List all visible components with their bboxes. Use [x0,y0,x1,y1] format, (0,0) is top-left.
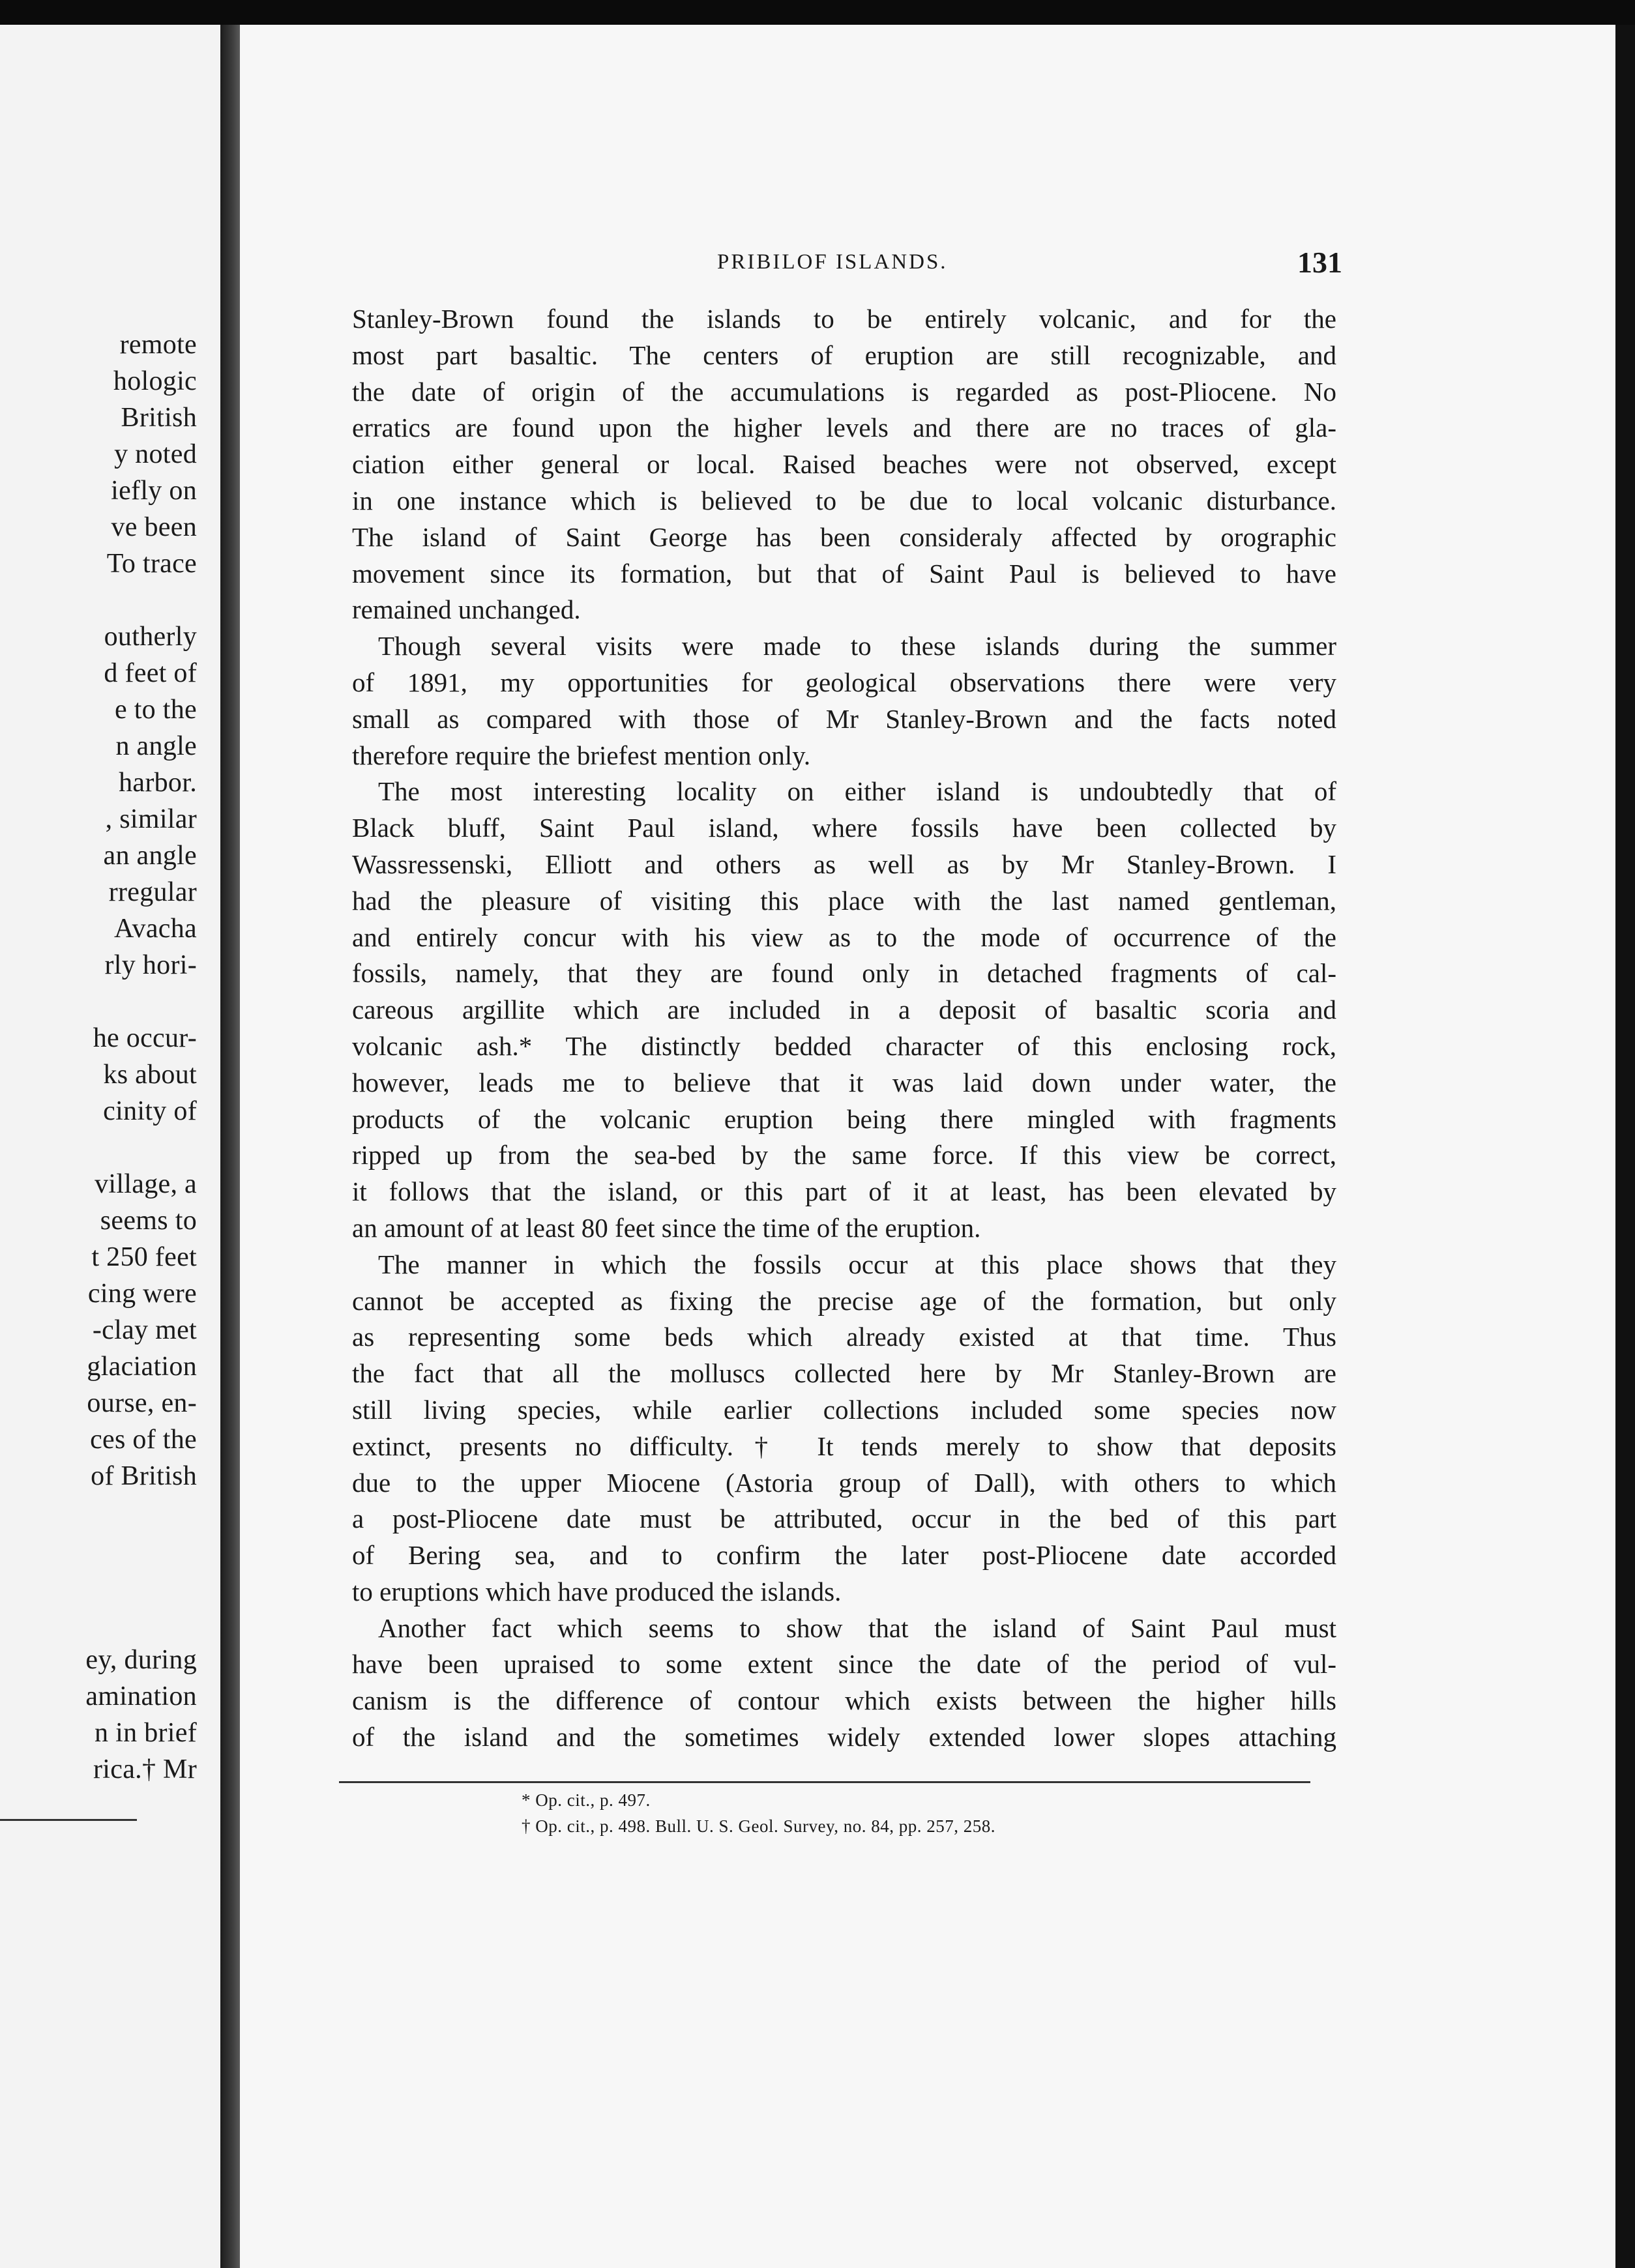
text-line: Wassressenski, Elliott and others as well as by Mr Stanley-Brown. I [352,849,1336,879]
left-page-line: To trace [106,549,197,579]
text-line: The most interesting locality on either island is undoubtedly that of [378,776,1336,807]
text-line: erratics are found upon the higher levels and there are no traces of gla- [352,413,1336,443]
left-page-line: -clay met [92,1315,197,1345]
left-page-line: ourse, en- [87,1388,197,1418]
text-line: have been upraised to some extent since the date of the period of vul- [352,1649,1336,1679]
text-line: the date of origin of the accumulations is regarded as post-Pliocene. No [352,376,1336,407]
text-line: as representing some beds which already existed at that time. Thus [352,1322,1336,1352]
text-line: cannot be accepted as fixing the precise age of the formation, but only [352,1285,1336,1316]
footnote: * Op. cit., p. 497. [522,1790,651,1810]
left-page-line: harbor. [119,768,197,798]
left-page-line: iefly on [111,476,197,506]
footnote-rule [339,1781,1310,1783]
left-page-line: remote [119,330,197,360]
footnote: † Op. cit., p. 498. Bull. U. S. Geol. Survey, no. 84, pp. 257, 258. [522,1816,995,1836]
running-head: PRIBILOF ISLANDS. [717,250,948,274]
text-line: movement since its formation, but that of Saint Paul is believed to have [352,558,1336,589]
left-page-line: of British [91,1461,197,1491]
book-gutter [220,25,240,2268]
text-line: and entirely concur with his view as to the mode of occurrence of the [352,922,1336,952]
text-line: most part basaltic. The centers of eruption are still recognizable, and [352,340,1336,370]
text-line: extinct, presents no difficulty.† It tends merely to show that deposits [352,1431,1336,1461]
text-line: of Bering sea, and to confirm the later post-Pliocene date accorded [352,1540,1336,1571]
left-page-line: ces of the [90,1425,197,1455]
text-line: remained unchanged. [352,594,581,625]
text-line: still living species, while earlier collections included some species now [352,1394,1336,1425]
left-page-line: cinity of [103,1096,197,1126]
left-page [0,25,220,2268]
left-page-line: glaciation [87,1352,197,1382]
left-page-line: ey, during [85,1645,197,1675]
text-line: of the island and the sometimes widely extended lower slopes attaching [352,1722,1336,1752]
left-page-line: an angle [103,841,197,871]
left-footnote-rule [0,1819,137,1821]
left-page-line: rregular [108,877,197,907]
text-line: fossils, namely, that they are found only in detached fragments of cal- [352,958,1336,989]
left-page-line: rica.† Mr [93,1754,197,1784]
text-line: canism is the difference of contour which exists between the higher hills [352,1685,1336,1716]
text-line: the fact that all the molluscs collected here by Mr Stanley-Brown are [352,1358,1336,1389]
left-page-line: ks about [103,1060,197,1090]
left-page-line: cing were [87,1279,197,1309]
left-page-line: ve been [111,512,197,542]
text-line: products of the volcanic eruption being there mingled with fragments [352,1103,1336,1134]
text-line: it follows that the island, or this part of it at least, has been elevated by [352,1176,1336,1207]
text-line: ripped up from the sea-bed by the same force. If this view be correct, [352,1140,1336,1170]
text-line: Another fact which seems to show that the island of Saint Paul must [378,1612,1336,1643]
left-page-line: hologic [113,366,197,396]
text-line: of 1891, my opportunities for geological observations there were very [352,667,1336,697]
left-page-line: , similar [105,804,197,834]
text-line: however, leads me to believe that it was laid down under water, the [352,1067,1336,1098]
text-line: in one instance which is believed to be due to local volcanic disturbance. [352,485,1336,516]
text-line: Stanley-Brown found the islands to be entirely volcanic, and for the [352,304,1336,334]
text-line: due to the upper Miocene (Astoria group of Dall), with others to which [352,1467,1336,1498]
page-number: 131 [1297,246,1342,279]
left-page-line: British [121,403,197,433]
page-edge [1615,25,1635,2268]
left-page-line: n angle [115,731,197,761]
left-page-line: amination [85,1681,197,1711]
text-line: careous argillite which are included in a deposit of basaltic scoria and [352,995,1336,1025]
text-line: The island of Saint George has been consideraly affected by orographic [352,521,1336,552]
left-page-line: y noted [114,439,197,469]
text-line: ciation either general or local. Raised beaches were not observed, except [352,449,1336,480]
text-line: The manner in which the fossils occur at this place shows that they [378,1249,1336,1279]
left-page-line: seems to [100,1206,197,1236]
left-page-line: outherly [104,622,197,652]
text-line: volcanic ash.* The distinctly bedded character of this enclosing rock, [352,1030,1336,1061]
left-page-line: d feet of [104,658,197,688]
text-line: small as compared with those of Mr Stanley-Brown and the facts noted [352,703,1336,734]
left-page-line: n in brief [95,1718,197,1748]
text-line: Black bluff, Saint Paul island, where fossils have been collected by [352,813,1336,843]
left-page-line: Avacha [114,914,197,944]
left-page-line: he occur- [93,1023,197,1053]
text-line: Though several visits were made to these islands during the summer [378,631,1336,662]
body-text [352,301,1336,1756]
text-line: therefore require the briefest mention only. [352,740,811,770]
text-line: to eruptions which have produced the islands. [352,1576,842,1606]
left-page-line: e to the [114,695,197,725]
text-line: a post-Pliocene date must be attributed, occur in the bed of this part [352,1504,1336,1534]
left-page-line: t 250 feet [91,1242,197,1272]
left-page-line: rly hori- [104,950,197,980]
left-page-line: village, a [95,1169,197,1199]
text-line: had the pleasure of visiting this place with the last named gentleman, [352,885,1336,916]
text-line: an amount of at least 80 feet since the time of the eruption. [352,1212,981,1243]
